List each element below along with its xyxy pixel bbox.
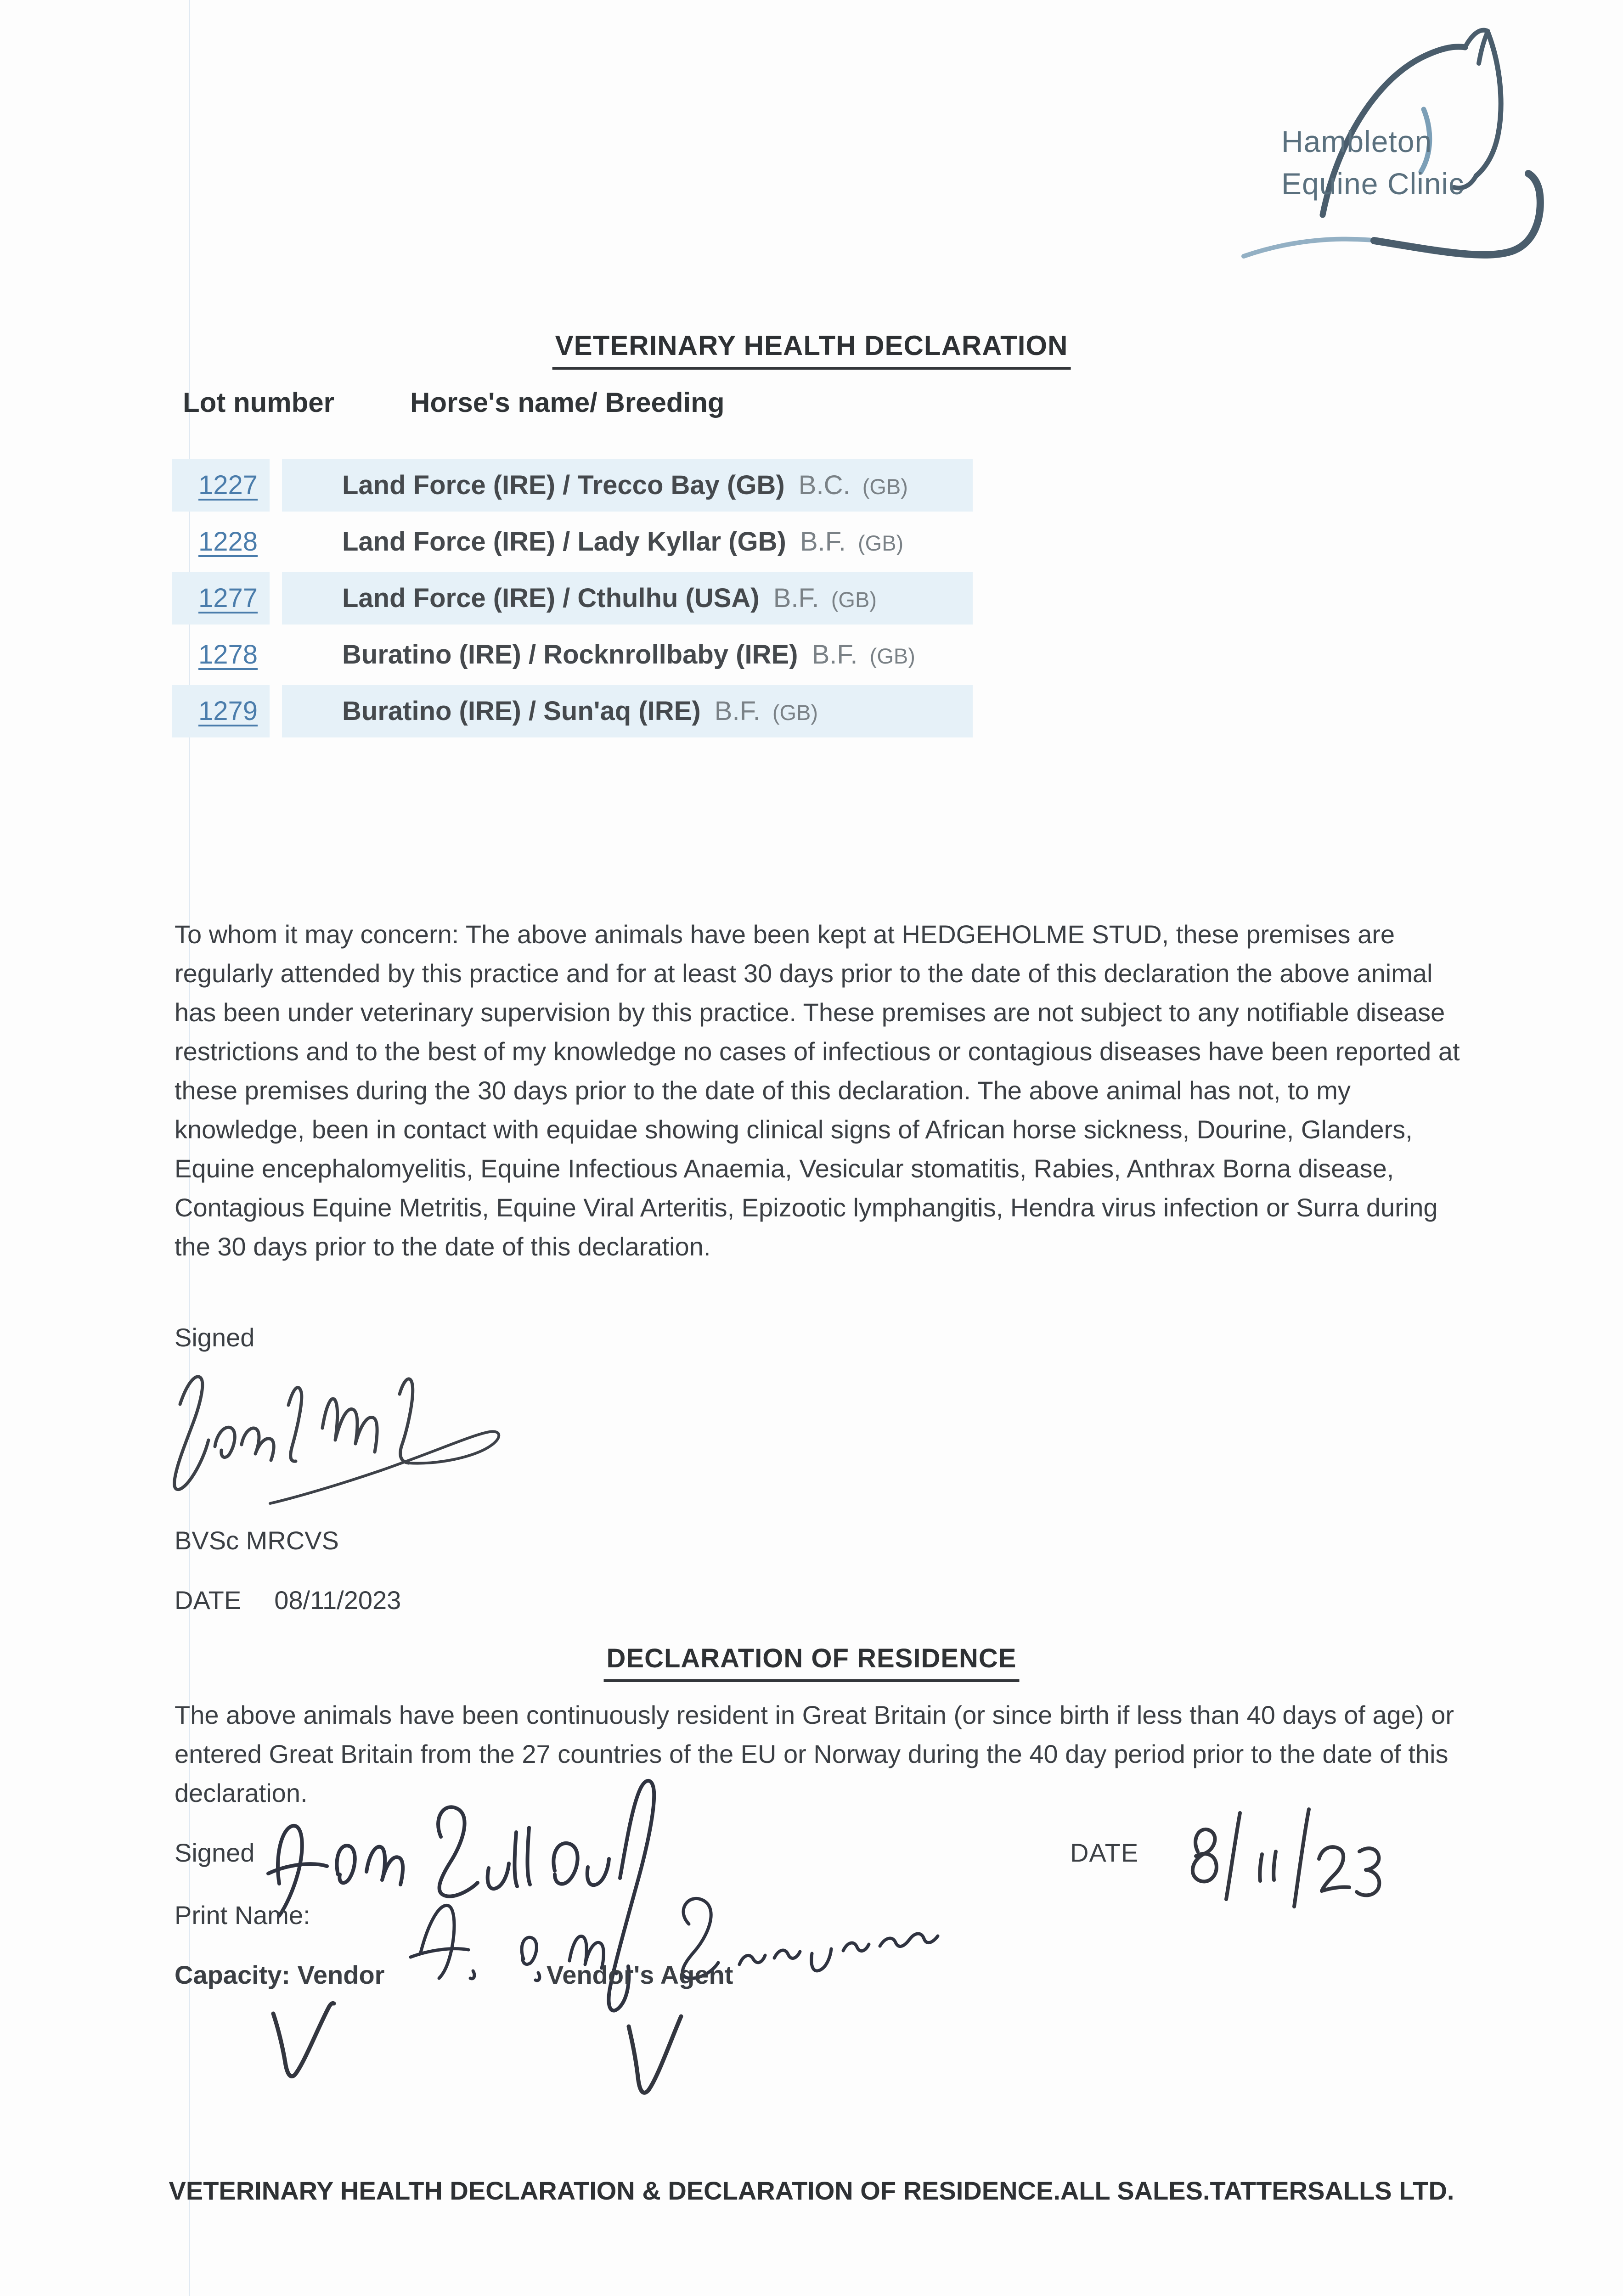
vendor-checkmark: [259, 1995, 342, 2092]
vet-signature: [161, 1350, 519, 1525]
table-row: [0, 629, 1623, 681]
horse-entry: [342, 685, 818, 739]
country-code: (GB): [857, 531, 904, 555]
vendor-date-label: DATE: [1070, 1838, 1139, 1867]
horse-name: Land Force (IRE) / Trecco Bay (GB): [342, 470, 785, 500]
horse-entry: [342, 629, 915, 682]
vet-date-label: DATE: [175, 1586, 242, 1615]
lot-number-link[interactable]: 1228: [198, 527, 258, 557]
horse-entry: [342, 459, 908, 513]
country-code: (GB): [862, 474, 908, 499]
sex-code: B.F.: [812, 640, 858, 670]
print-name-label: Print Name:: [175, 1901, 310, 1930]
sex-code: B.C.: [798, 470, 851, 500]
lot-number-link[interactable]: 1278: [198, 640, 258, 670]
vet-signed-label: Signed: [175, 1323, 255, 1352]
clinic-name-line1: Hambleton: [1281, 124, 1432, 158]
column-header-lot-number: Lot number: [183, 387, 334, 418]
table-row: [0, 516, 1623, 568]
table-row: [0, 572, 1623, 625]
sex-code: B.F.: [714, 696, 761, 726]
column-header-horse-name: Horse's name/ Breeding: [410, 387, 725, 418]
lot-number-link[interactable]: 1279: [198, 696, 258, 726]
health-declaration-text: To whom it may concern: The above animals have been kept at HEDGEHOLME STUD, these premises are regularly attended by this practice and for at least 30 days prior to the date of this declaration the above animal has been under veterinary supervision by this practice. These premises are not subject to any notifiable disease restrictions and to the best of my knowledge no cases of infectious or contagious diseases have been reported at these premises during the 30 days prior to the date of this declaration. The above animal has not, to my knowledge, been in contact with equidae showing clinical signs of African horse sickness, Dourine, Glanders, Equine encephalomyelitis, Equine Infectious Anaemia, Vesicular stomatitis, Rabies, Anthrax Borna disease, Contagious Equine Metritis, Equine Viral Arteritis, Epizootic lymphangitis, Hendra virus infection or Surra during the 30 days prior to the date of this declaration.: [175, 920, 1460, 1261]
vet-qualification: BVSc MRCVS: [175, 1526, 339, 1555]
handwritten-date: [1157, 1800, 1387, 1938]
sex-code: B.F.: [773, 583, 819, 613]
country-code: (GB): [869, 644, 915, 668]
residence-title: DECLARATION OF RESIDENCE: [604, 1643, 1020, 1682]
lot-table-rows: [0, 459, 1623, 753]
capacity-vendor-label: Capacity: Vendor: [175, 1960, 385, 1989]
horse-name: Buratino (IRE) / Sun'aq (IRE): [342, 696, 701, 726]
vendors-agent-label: Vendor's Agent: [547, 1960, 733, 1989]
document-footer: VETERINARY HEALTH DECLARATION & DECLARATION OF RESIDENCE.ALL SALES.TATTERSALLS LTD.: [169, 2176, 1454, 2205]
table-row: [0, 459, 1623, 512]
horse-entry: [342, 516, 903, 569]
horse-name: Land Force (IRE) / Lady Kyllar (GB): [342, 527, 786, 557]
horse-name: Buratino (IRE) / Rocknrollbaby (IRE): [342, 640, 798, 670]
clinic-name-line2: Equine Clinic: [1281, 167, 1465, 201]
lot-number-link[interactable]: 1277: [198, 583, 258, 613]
clinic-name: [1281, 120, 1464, 205]
lot-number-link[interactable]: 1227: [198, 470, 258, 500]
horse-entry: [342, 572, 877, 626]
document-title: VETERINARY HEALTH DECLARATION: [552, 330, 1071, 370]
horse-name: Land Force (IRE) / Cthulhu (USA): [342, 583, 760, 613]
clinic-logo: [1235, 14, 1594, 280]
vendor-signed-label: Signed: [175, 1838, 255, 1867]
residence-declaration-text: The above animals have been continuously resident in Great Britain (or since birth if less than 40 days of age) or entered Great Britain from the 27 countries of the EU or Norway during the 40 day period prior to the date of this declaration.: [175, 1700, 1454, 1807]
print-name-handwriting: [377, 1855, 1134, 2007]
country-code: (GB): [772, 700, 818, 725]
vet-date-line: [175, 1585, 401, 1615]
agent-checkmark: [613, 2000, 696, 2110]
sex-code: B.F.: [800, 527, 846, 557]
table-row: [0, 685, 1623, 737]
vet-date-value: 08/11/2023: [274, 1586, 401, 1615]
country-code: (GB): [831, 587, 877, 612]
